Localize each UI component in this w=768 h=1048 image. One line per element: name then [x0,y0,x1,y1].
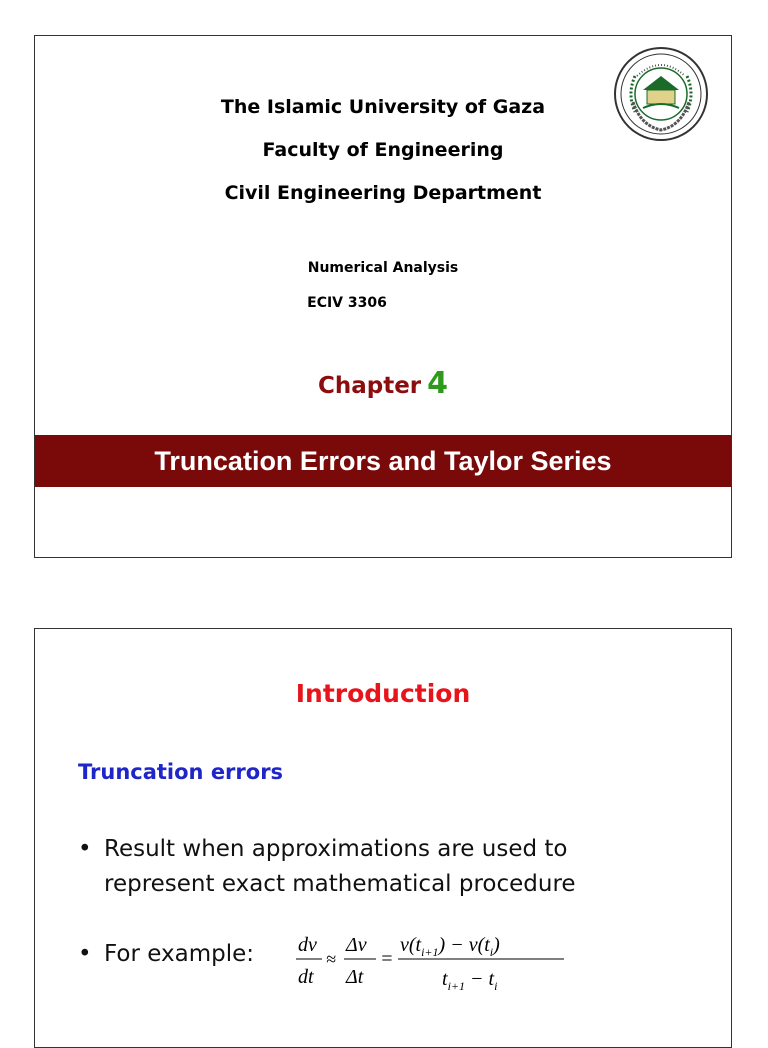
slide-title: Introduction [295,679,471,708]
chapter-number: 4 [427,366,449,401]
lhs-denominator: dt [298,966,314,988]
equals-sign: = [380,948,394,970]
chapter-title-banner: Truncation Errors and Taylor Series [35,435,731,487]
lhs-numerator: dv [298,934,317,956]
mid-denominator: Δt [346,966,364,988]
bullet-text: For example: [104,941,254,967]
university-seal-icon [613,46,709,142]
chapter-label: Chapter [317,373,422,399]
university-name: The Islamic University of Gaza [220,96,546,118]
derivative-approximation-formula [292,927,592,1007]
introduction-slide [34,628,732,1048]
bullet-item [78,832,576,902]
bullet-dot-icon: • [78,836,92,862]
course-code: ECIV 3306 [307,295,387,311]
bullet-text-line2: represent exact mathematical procedure [104,871,576,897]
course-name: Numerical Analysis [307,260,459,276]
mid-numerator: Δv [346,934,367,956]
bullet-text-line1: Result when approximations are used to [104,836,568,862]
chapter-heading [35,366,731,401]
bullet-item [78,937,254,972]
section-subtitle: Truncation errors [78,760,284,784]
bullet-dot-icon: • [78,941,92,967]
faculty-name: Faculty of Engineering [262,139,504,161]
approx-sign: ≈ [326,949,336,969]
rhs-denominator: $t_{i+1} - t_i$ [442,968,498,993]
title-slide [34,35,732,558]
department-name: Civil Engineering Department [224,182,542,204]
rhs-numerator: $v(t_{i+1}) - v(t_i)$ [400,934,500,959]
